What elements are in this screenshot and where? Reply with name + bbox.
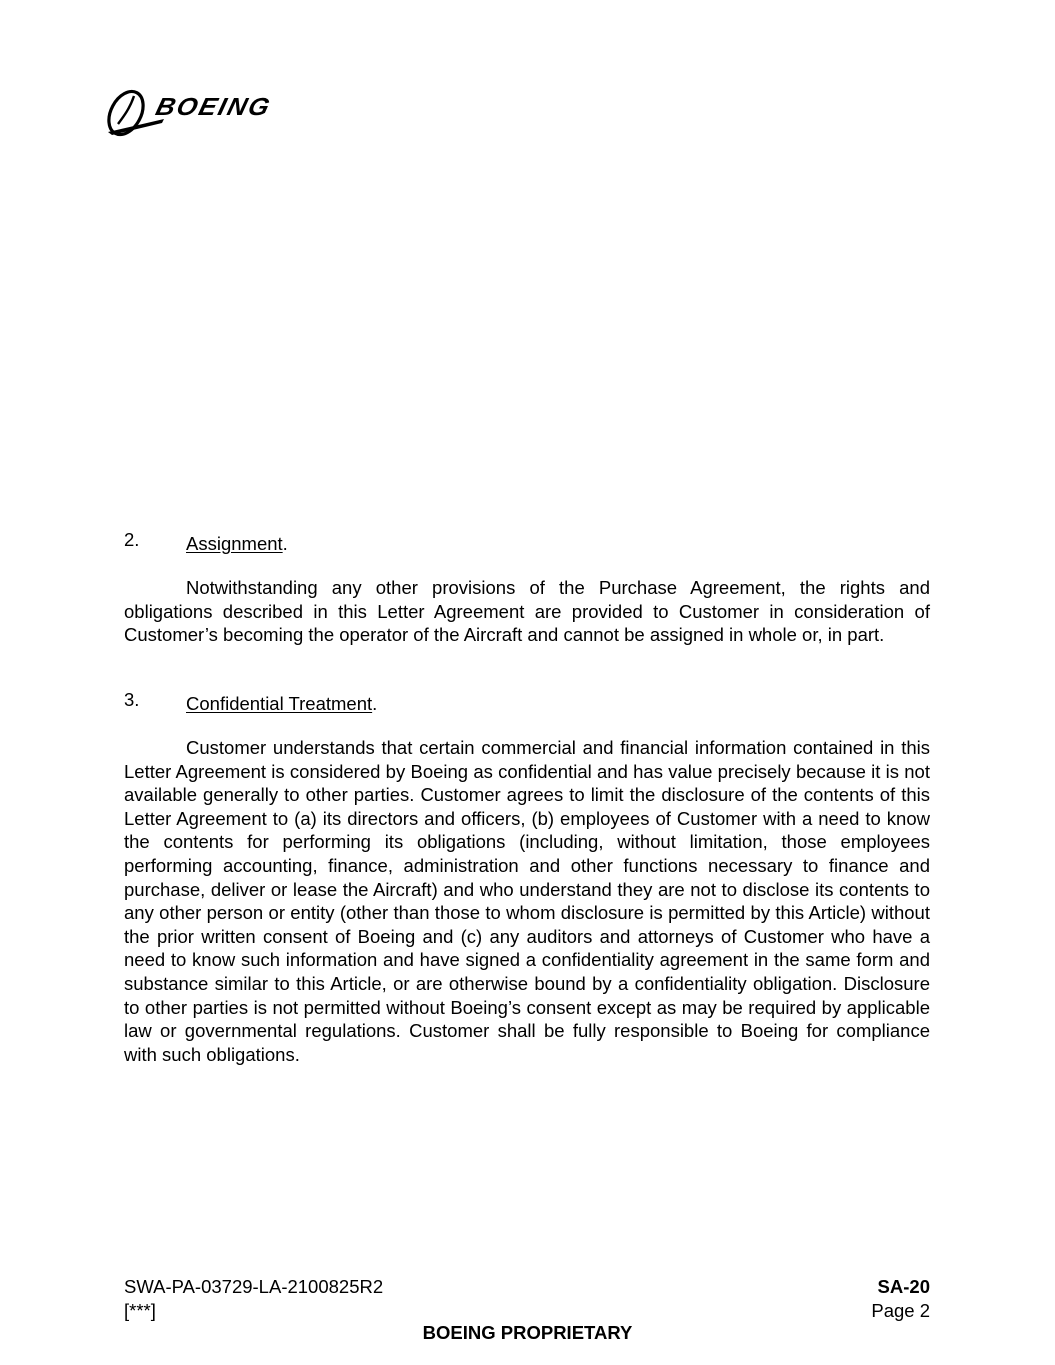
logo-wordmark: BOEING xyxy=(152,92,275,121)
section-title xyxy=(186,532,288,556)
redaction-marker: [***] xyxy=(124,1300,156,1321)
footer-right xyxy=(871,1275,930,1323)
boeing-logo xyxy=(104,86,336,140)
section-body-assignment: Notwithstanding any other provisions of the Purchase Agreement, the rights and obligations described in this Letter Agreement are provided to Customer in consideration of Customer’s becoming the operator of the Aircraft and cannot be assigned in whole or, in part. xyxy=(124,577,930,646)
page-number: Page 2 xyxy=(871,1300,930,1321)
section-body-confidential-treatment: Customer understands that certain commercial and financial information contained in this Letter Agreement is considered by Boeing as confidential and has value precisely because it is not available generally to other parties. Customer agrees to limit the disclosure of the contents of this Letter Agreement to (a) its directors and officers, (b) employees of Customer with a need to know the contents for performing its obligations (including, without limitation, those employees performing accounting, finance, administration and other functions necessary to finance and purchase, deliver or lease the Aircraft) and who understand they are not to disclose its contents to any other person or entity (other than those to whom disclosure is permitted by this Article) without the prior written consent of Boeing and (c) any auditors and attorneys of Customer who have a need to know such information and have signed a confidentiality agreement in the same form and substance similar to this Article, or are otherwise bound by a confidentiality obligation. Disclosure to other parties is not permitted without Boeing’s consent except as may be required by applicable law or governmental regulations. Customer shall be fully responsible to Boeing for compliance with such obligations. xyxy=(124,737,930,1065)
section-title-suffix: . xyxy=(372,693,378,714)
section-title-suffix: . xyxy=(282,533,288,554)
section-title-text: Confidential Treatment xyxy=(186,693,373,714)
section-number: 2. xyxy=(124,529,140,550)
footer-left xyxy=(124,1275,383,1323)
section-title xyxy=(186,692,377,716)
section-title-text: Assignment xyxy=(186,533,283,554)
supplement-number: SA-20 xyxy=(877,1276,930,1297)
section-number: 3. xyxy=(124,689,140,710)
classification-label: BOEING PROPRIETARY xyxy=(422,1322,633,1343)
document-id: SWA-PA-03729-LA-2100825R2 xyxy=(124,1276,384,1297)
